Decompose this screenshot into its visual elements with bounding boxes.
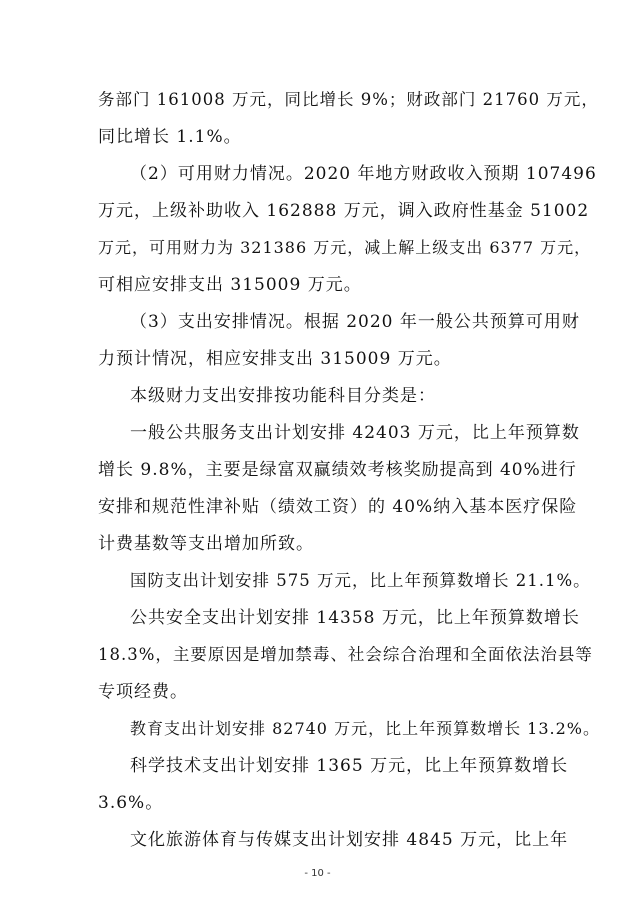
text-line: 教育支出计划安排 82740 万元，比上年预算数增长 13.2%。	[130, 719, 600, 738]
text-line: 3.6%。	[98, 793, 164, 813]
text-line: 务部门 161008 万元，同比增长 9%；财政部门 21760 万元，	[98, 90, 599, 109]
text-line: 可相应安排支出 315009 万元。	[98, 275, 362, 295]
page-number: - 10 -	[304, 868, 331, 879]
text-line: 文化旅游体育与传媒支出计划安排 4845 万元，比上年	[130, 830, 569, 850]
text-line: 计费基数等支出增加所致。	[98, 534, 314, 554]
text-line: 18.3%，主要原因是增加禁毒、社会综合治理和全面依法治县等	[98, 645, 593, 664]
text-line: 一般公共服务支出计划安排 42403 万元，比上年预算数	[130, 423, 580, 443]
text-line: 公共安全支出计划安排 14358 万元，比上年预算数增长	[130, 608, 580, 628]
text-line: 科学技术支出计划安排 1365 万元，比上年预算数增长	[130, 756, 569, 776]
text-line: 安排和规范性津补贴（绩效工资）的 40%纳入基本医疗保险	[98, 497, 578, 517]
text-line: （3）支出安排情况。根据 2020 年一般公共预算可用财	[130, 312, 580, 332]
text-line: 增长 9.8%，主要是绿富双赢绩效考核奖励提高到 40%进行	[98, 460, 577, 480]
text-line: 本级财力支出安排按功能科目分类是：	[130, 386, 436, 406]
text-line: 同比增长 1.1%。	[98, 127, 242, 147]
text-line: 万元，可用财力为 321386 万元，减上解上级支出 6377 万元，	[98, 238, 592, 257]
text-line: （2）可用财力情况。2020 年地方财政收入预期 107496	[130, 164, 597, 184]
text-line: 国防支出计划安排 575 万元，比上年预算数增长 21.1%。	[130, 571, 591, 590]
text-line: 专项经费。	[98, 682, 188, 702]
text-line: 力预计情况，相应安排支出 315009 万元。	[98, 349, 452, 369]
text-line: 万元，上级补助收入 162888 万元，调入政府性基金 51002	[98, 201, 590, 221]
